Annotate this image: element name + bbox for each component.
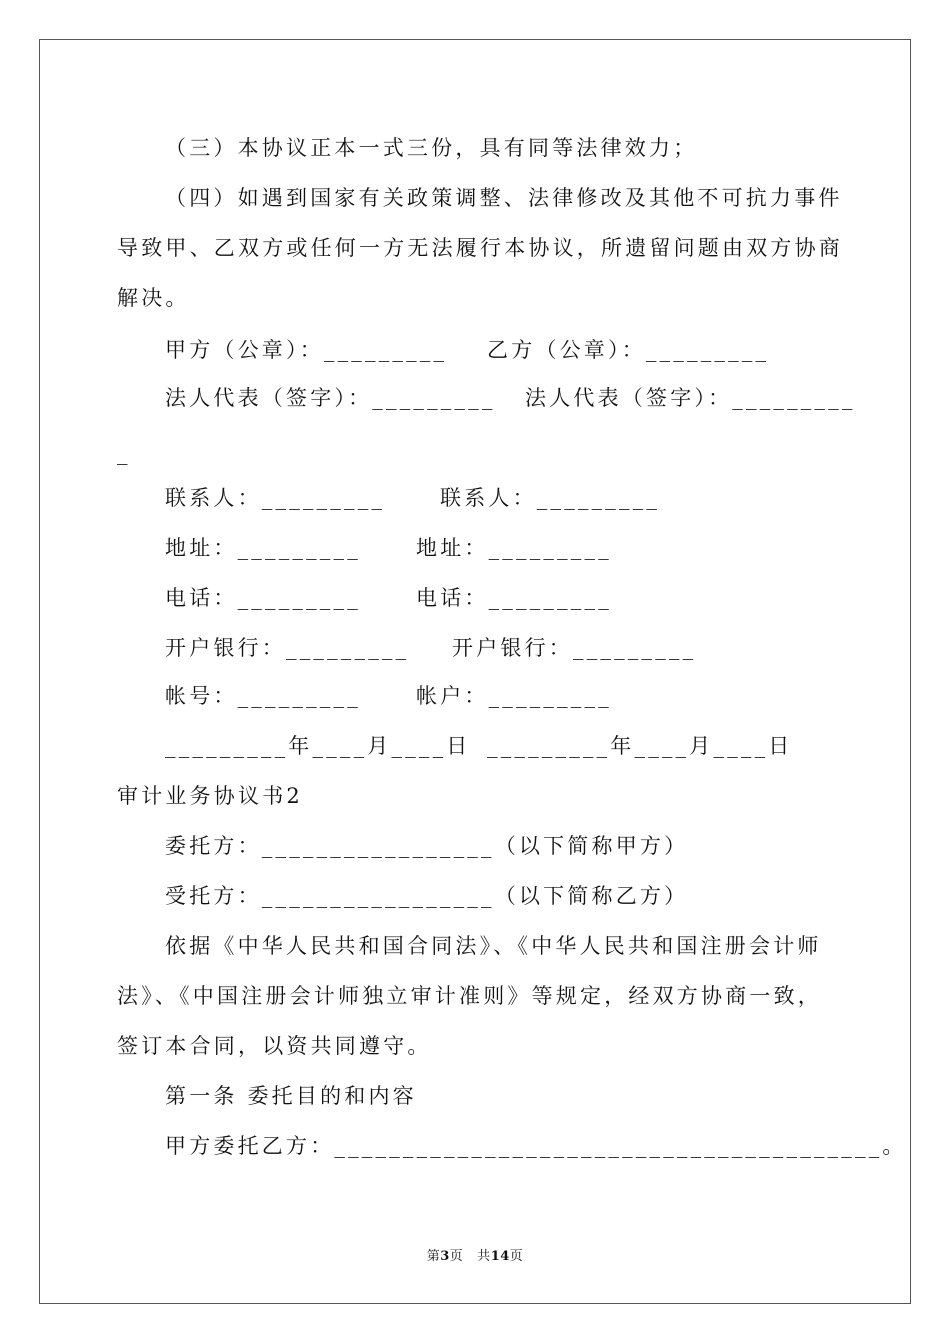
- party-a-date-field: _________年____月____日: [165, 734, 471, 758]
- total-suffix: 页: [509, 1249, 524, 1264]
- paragraph-clause-4-line3: 解决。: [117, 286, 190, 310]
- agreement-2-title: 审计业务协议书2: [117, 784, 303, 808]
- party-b-account-field: 帐户：_________: [416, 684, 612, 708]
- page-suffix: 页: [449, 1249, 464, 1264]
- page-border: [39, 39, 911, 1304]
- contractor-party-line: 受托方：_________________（以下简称乙方）: [165, 884, 689, 908]
- party-a-contact-field: 联系人：_________: [165, 486, 386, 510]
- page-prefix: 第: [426, 1249, 441, 1264]
- basis-paragraph-line2: 法》、《中国注册会计师独立审计准则》等规定，经双方协商一致，: [117, 984, 822, 1008]
- party-b-address-field: 地址：_________: [416, 536, 612, 560]
- total-pages: 14: [490, 1249, 510, 1264]
- basis-paragraph-line3: 签订本合同，以资共同遵守。: [117, 1034, 432, 1058]
- client-party-line: 委托方：_________________（以下简称甲方）: [165, 834, 689, 858]
- signature-row-overflow: _: [117, 441, 131, 465]
- party-a-bank-field: 开户银行：_________: [165, 636, 410, 660]
- party-b-bank-field: 开户银行：_________: [452, 636, 697, 660]
- basis-paragraph-line1: 依据《中华人民共和国合同法》、《中华人民共和国注册会计师: [165, 934, 822, 958]
- paragraph-clause-4-line1: （四）如遇到国家有关政策调整、法律修改及其他不可抗力事件: [165, 186, 843, 210]
- paragraph-clause-3: （三）本协议正本一式三份，具有同等法律效力；: [165, 136, 698, 160]
- page-number: 3: [440, 1249, 450, 1264]
- party-a-address-field: 地址：_________: [165, 536, 361, 560]
- page-footer: [0, 1245, 950, 1264]
- party-a-seal-field: 甲方（公章）：_________: [165, 338, 448, 362]
- paragraph-clause-4-line2: 导致甲、乙双方或任何一方无法履行本协议，所遗留问题由双方协商: [117, 236, 843, 260]
- total-prefix: 共: [477, 1249, 491, 1264]
- party-a-account-field: 帐号：_________: [165, 684, 361, 708]
- party-b-contact-field: 联系人：_________: [440, 486, 661, 510]
- party-b-legal-rep-field: 法人代表（签字）：_________: [525, 386, 856, 410]
- article-1-title: 第一条 委托目的和内容: [165, 1084, 417, 1108]
- party-b-phone-field: 电话：_________: [416, 586, 612, 610]
- party-a-legal-rep-field: 法人代表（签字）：_________: [165, 386, 496, 410]
- party-a-phone-field: 电话：_________: [165, 586, 361, 610]
- party-b-seal-field: 乙方（公章）：_________: [487, 338, 770, 362]
- party-b-date-field: _________年____月____日: [487, 734, 793, 758]
- article-1-commission-line: 甲方委托乙方：________________________________________。: [165, 1134, 907, 1158]
